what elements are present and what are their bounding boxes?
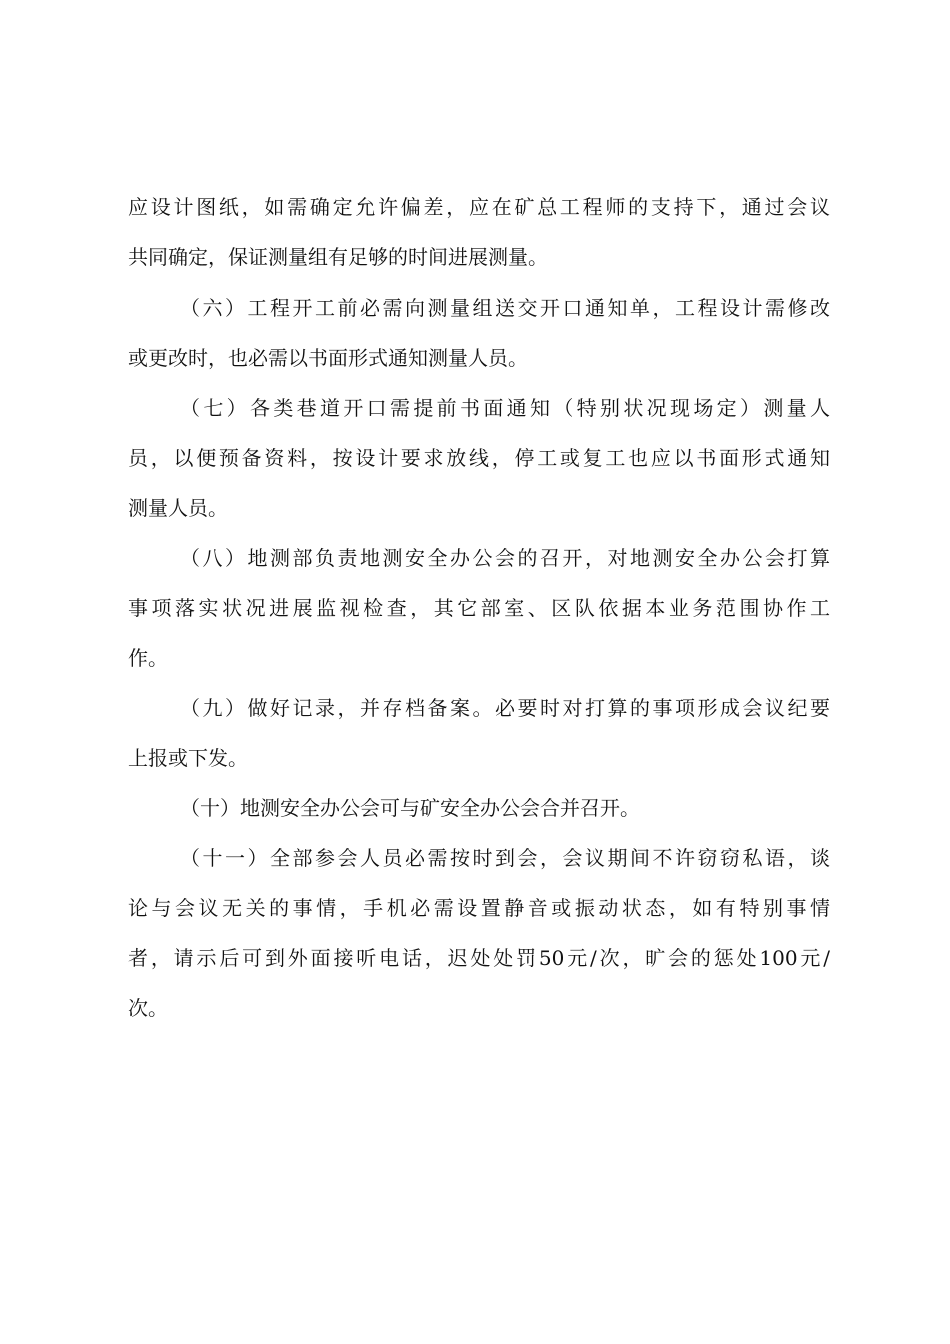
paragraph-line: （八）地测部负责地测安全办公会的召开，对地测安全办公会打算 <box>180 546 830 570</box>
paragraph-line: 次。 <box>128 996 168 1020</box>
paragraph-line: （十）地测安全办公会可与矿安全办公会合并召开。 <box>180 796 640 820</box>
paragraph-line: 论与会议无关的事情，手机必需设置静音或振动状态，如有特别事情 <box>128 896 830 920</box>
paragraph-line: 事项落实状况进展监视检查，其它部室、区队依据本业务范围协作工 <box>128 596 830 620</box>
paragraph-line: （六）工程开工前必需向测量组送交开口通知单，工程设计需修改 <box>180 296 830 320</box>
paragraph-line: （九）做好记录，并存档备案。必要时对打算的事项形成会议纪要 <box>180 696 830 720</box>
paragraph-line: 作。 <box>128 646 168 670</box>
paragraph-line: （七）各类巷道开口需提前书面通知（特别状况现场定）测量人 <box>180 396 830 420</box>
paragraph-line: 上报或下发。 <box>128 746 248 770</box>
paragraph-line: 者，请示后可到外面接听电话，迟处处罚50元/次，旷会的惩处100元/ <box>128 946 830 970</box>
paragraph-line: 测量人员。 <box>128 496 228 520</box>
paragraph-line: 员，以便预备资料，按设计要求放线，停工或复工也应以书面形式通知 <box>128 446 830 470</box>
paragraph-line: 应设计图纸，如需确定允许偏差，应在矿总工程师的支持下，通过会议 <box>128 195 830 219</box>
paragraph-line: 共同确定，保证测量组有足够的时间进展测量。 <box>128 245 548 269</box>
paragraph-line: 或更改时，也必需以书面形式通知测量人员。 <box>128 346 528 370</box>
paragraph-line: （十一）全部参会人员必需按时到会，会议期间不许窃窃私语，谈 <box>180 846 830 870</box>
